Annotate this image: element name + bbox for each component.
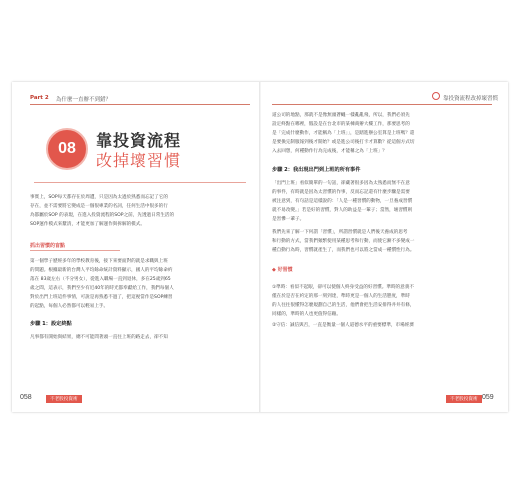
body-line: 僅在於是否在約定的那一刻到達，準時更是一個人的生活態度，準時 bbox=[272, 294, 410, 299]
step1-heading: 步驟 1：設定終點 bbox=[30, 321, 72, 327]
body-line: 是害慘一輩子。 bbox=[272, 217, 305, 222]
footer-label-right: 不老股投資術 bbox=[446, 395, 482, 403]
body-line: 「出門上班」看似簡單的一句話，卻藏著很多因為太熟悉而無不在意 bbox=[272, 181, 410, 186]
body-line: 設定終點在哪裡，假設是在台北市的某棟商辦大樓工作，那要思考的 bbox=[272, 122, 410, 127]
body-line: 第一個學子歷經多年的學校教育後，接下來要面對的就是求職與上班 bbox=[30, 259, 168, 264]
chapter-title-line2: 改掉壞習慣 bbox=[96, 151, 182, 170]
body-line: 是「完成什麼動作，才能稱為「上班」」，是踏進辦公室算是上班嗎？還 bbox=[272, 131, 415, 136]
book-spread bbox=[12, 82, 508, 412]
left-page bbox=[12, 82, 260, 412]
body-line: 同樣的，準時的人也更值得信賴。 bbox=[272, 312, 341, 317]
body-line: 的問題。根據最新的台灣人平均餘命統計資料顯示，國人的平均餘命約 bbox=[30, 268, 173, 273]
intro-line: SOP運作模式來釐清，才能更加了解運作與拆解的模式。 bbox=[30, 222, 145, 227]
body-line: 對於出門上班這件事情，可說是再熟悉不過了，把這視當作是SOP練習 bbox=[30, 295, 173, 300]
chapter-title-line1: 靠投資流程 bbox=[96, 131, 182, 150]
step2-heading: 步驟 2：我出現出門到上班的所有事件 bbox=[272, 167, 361, 173]
body-line: 就不易改變。」若是好的習慣，對人的助益是一輩子；當然，壞習慣則 bbox=[272, 208, 413, 213]
intro-line: 為都屬於SOP 的表現，在進入投資流程的SOP之前，先透過日常生活的 bbox=[30, 213, 175, 218]
chapter-divider bbox=[34, 182, 246, 183]
header-rule-right bbox=[272, 104, 492, 105]
body-line: 我們先來了解一下何謂「習慣」，所謂習慣就是人們後天養成的思考 bbox=[272, 230, 408, 235]
chapter-number-badge: 08 bbox=[46, 128, 88, 170]
section-subhead: 抓出習慣的盲點 bbox=[30, 243, 66, 249]
body-line: 被注意到，有句話是這樣說的：「人是一種習慣的動物，一旦養成習慣 bbox=[272, 199, 413, 204]
header-section-title: 為什麼一直辦不到錯？ bbox=[56, 97, 112, 103]
body-line: 入去回想，何種動作行為完成後，才能稱之為「上班」？ bbox=[272, 149, 387, 154]
intro-line: 事實上，SOP每天都存在於周遭，只是因為太過於熟悉而忘記了它的 bbox=[30, 195, 168, 200]
footer-label-left: 不老股投資術 bbox=[46, 395, 82, 403]
target-icon bbox=[432, 92, 440, 100]
body-line: 和行動的方式，當我們頻繁使用某種思考和行動，而使它漸不多變成一 bbox=[272, 239, 415, 244]
chapter-heading bbox=[46, 128, 246, 172]
step1-body-line: 凡事都有開始與結果，總不可能問著頭一直往上班的路走去，卻不知 bbox=[30, 335, 168, 340]
header-part-label: Part 2 bbox=[30, 95, 49, 101]
good-habits-heading: ◆ 好習慣 bbox=[272, 267, 293, 273]
body-line: 是要換完制服報到後才開始？或是進公司後打卡才算數？從這個方式切 bbox=[272, 140, 415, 145]
page-number-left: 058 bbox=[20, 394, 32, 401]
body-line: 的起點，每個人必然都可以輕易上手。 bbox=[30, 304, 109, 309]
body-line: 的事件，有時就是因為太習慣的作事，反而忘記還有什麼步驟是需要 bbox=[272, 190, 410, 195]
page-number-right: 059 bbox=[482, 394, 494, 401]
body-line: 道公司的地點，那就不是像無頭蒼蠅一樣亂亂飛，所以，我們必須先 bbox=[272, 113, 410, 118]
header-rule bbox=[30, 104, 250, 105]
right-page bbox=[260, 82, 508, 412]
body-line: 歲之間，這表示，我們至少有近40年的時光都奉獻給工作，我們每個人 bbox=[30, 286, 174, 291]
body-line: 種自動行為時，習慣就產生了，而我們也可以將之當成一種慣性行為。 bbox=[272, 248, 415, 253]
body-line: ②守信：誠信與否，一直是衡量一個人道德水平的重要標準，市場經濟 bbox=[272, 323, 414, 328]
intro-line: 存在，並不需要將它變成是一個很專業的名詞，任何生活中很多的行 bbox=[30, 204, 168, 209]
header-section-title-right: 靠投資流程改掉壞習慣 bbox=[443, 96, 499, 102]
body-line: 落在 83歲左右（不分男女），從進入職場一直到退休，多在25歲到65 bbox=[30, 277, 171, 282]
body-line: ①準時：看似不起眼，卻可以使個人終身受益的好習慣。準時的意義不 bbox=[272, 285, 414, 290]
subhead-underline bbox=[30, 250, 120, 251]
body-line: 的人往往很懂得怎麼規劃自己的生活，他們會把生活安排得井井有條， bbox=[272, 303, 415, 308]
